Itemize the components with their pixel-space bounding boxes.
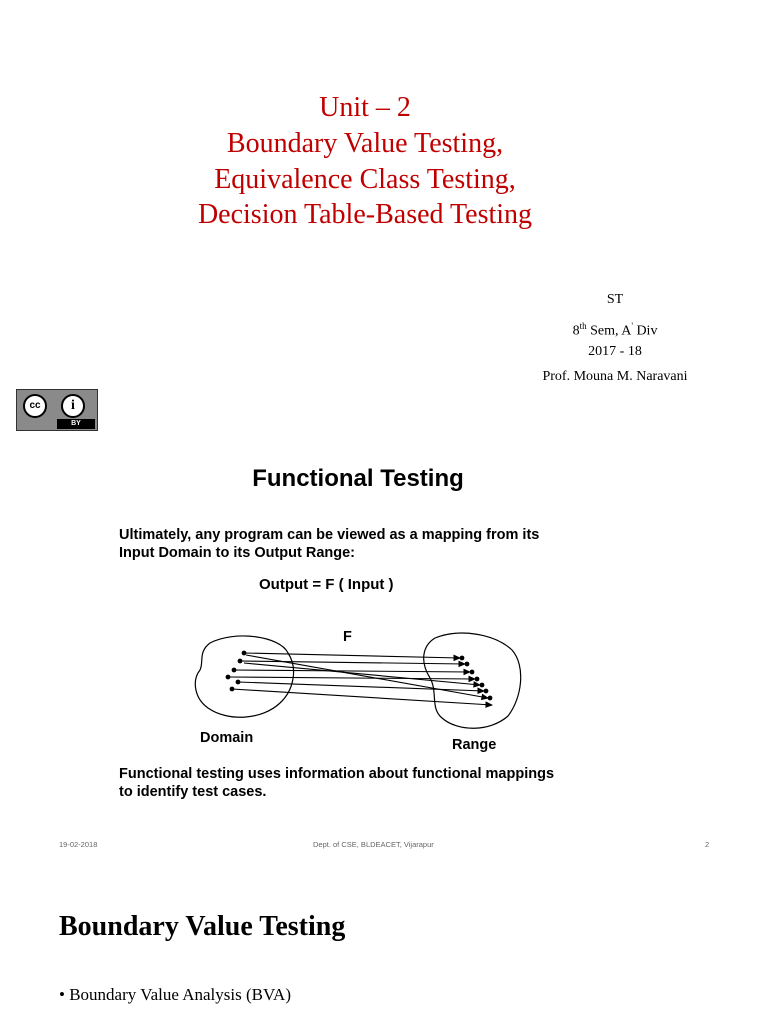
professor-name: Prof. Mouna M. Naravani <box>542 369 688 384</box>
range-label: Range <box>452 737 497 753</box>
title-slide <box>0 0 768 446</box>
intro-text-line1: Ultimately, any program can be viewed as a mapping from its <box>119 527 540 543</box>
slide-title: Functional Testing <box>252 465 464 492</box>
topic-equivalence: Equivalence Class Testing, <box>214 164 516 195</box>
boundary-value-testing-slide <box>0 859 768 1024</box>
topic-decision-table: Decision Table-Based Testing <box>197 199 533 230</box>
functional-testing-slide <box>0 446 768 859</box>
outro-text-line1: Functional testing uses information about functional mappings <box>119 766 555 782</box>
footer-page-number: 2 <box>705 840 710 849</box>
semester-division: 8th Sem, A' Div <box>572 321 658 339</box>
academic-year: 2017 - 18 <box>588 344 642 359</box>
bullet-item: • Boundary Value Analysis (BVA) <box>59 985 291 1004</box>
topic-boundary: Boundary Value Testing, <box>226 128 504 159</box>
mapping-formula: Output = F ( Input ) <box>259 576 394 593</box>
slide-title: Boundary Value Testing <box>59 911 346 942</box>
cc-icon: cc <box>23 394 47 418</box>
unit-title: Unit – 2 <box>319 92 411 123</box>
course-code: ST <box>606 292 624 307</box>
footer-date: 19-02-2018 <box>59 840 98 849</box>
footer-department: Dept. of CSE, BLDEACET, Vijarapur <box>313 840 434 849</box>
attribution-person-icon: i <box>61 394 85 418</box>
domain-label: Domain <box>200 730 254 746</box>
outro-text-line2: to identify test cases. <box>119 784 267 800</box>
intro-text-line2: Input Domain to its Output Range: <box>119 545 356 561</box>
domain-range-mapping-diagram <box>190 628 530 738</box>
by-label: BY <box>57 419 95 429</box>
creative-commons-by-icon <box>16 389 98 431</box>
domain-points <box>226 651 247 692</box>
mapping-arrows <box>228 653 492 705</box>
mapping-f-label: F <box>343 629 352 645</box>
